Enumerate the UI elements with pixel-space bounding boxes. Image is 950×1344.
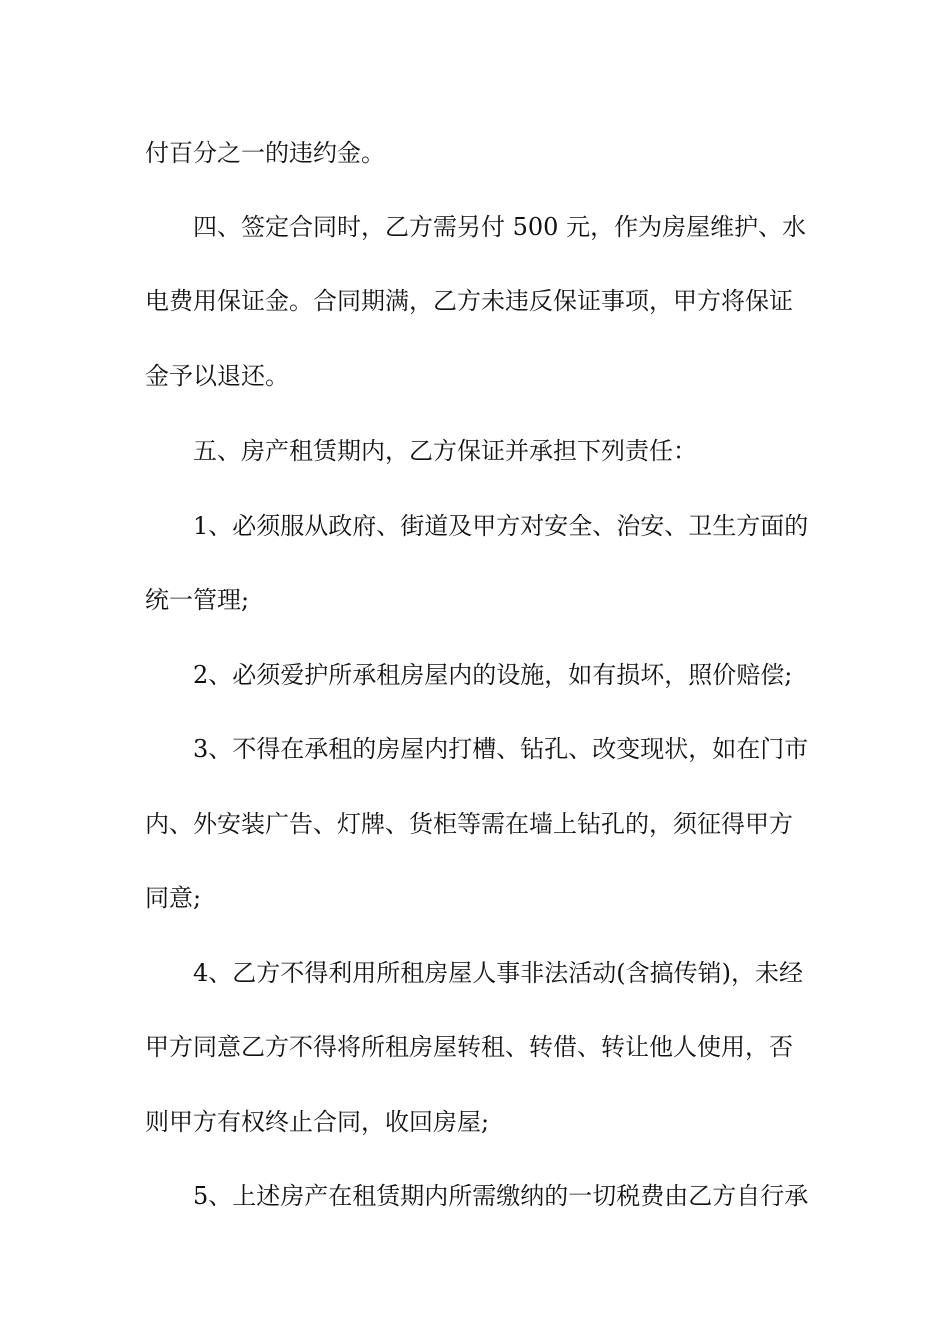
text-line: 电费用保证金。合同期满，乙方未违反保证事项，甲方将保证	[145, 287, 793, 315]
text-line: 同意;	[145, 884, 202, 912]
text-line: 5、上述房产在租赁期内所需缴纳的一切税费由乙方自行承	[193, 1182, 809, 1210]
text-line: 1、必须服从政府、街道及甲方对安全、治安、卫生方面的	[193, 512, 809, 540]
text-line: 2、必须爱护所承租房屋内的设施，如有损坏，照价赔偿;	[193, 661, 793, 689]
text-line: 五、房产租赁期内，乙方保证并承担下列责任：	[193, 437, 697, 465]
text-line: 则甲方有权终止合同，收回房屋;	[145, 1108, 490, 1136]
text-line: 统一管理;	[145, 586, 250, 614]
text-line: 付百分之一的违约金。	[145, 139, 385, 167]
text-line: 4、乙方不得利用所租房屋人事非法活动(含搞传销)，未经	[193, 959, 803, 987]
text-line: 内、外安装广告、灯牌、货柜等需在墙上钻孔的，须征得甲方	[145, 810, 793, 838]
text-line: 3、不得在承租的房屋内打槽、钻孔、改变现状，如在门市	[193, 735, 809, 763]
text-line: 甲方同意乙方不得将所租房屋转租、转借、转让他人使用，否	[145, 1033, 793, 1061]
text-line: 金予以退还。	[145, 362, 289, 390]
text-line: 四、签定合同时，乙方需另付 500 元，作为房屋维护、水	[193, 213, 807, 241]
